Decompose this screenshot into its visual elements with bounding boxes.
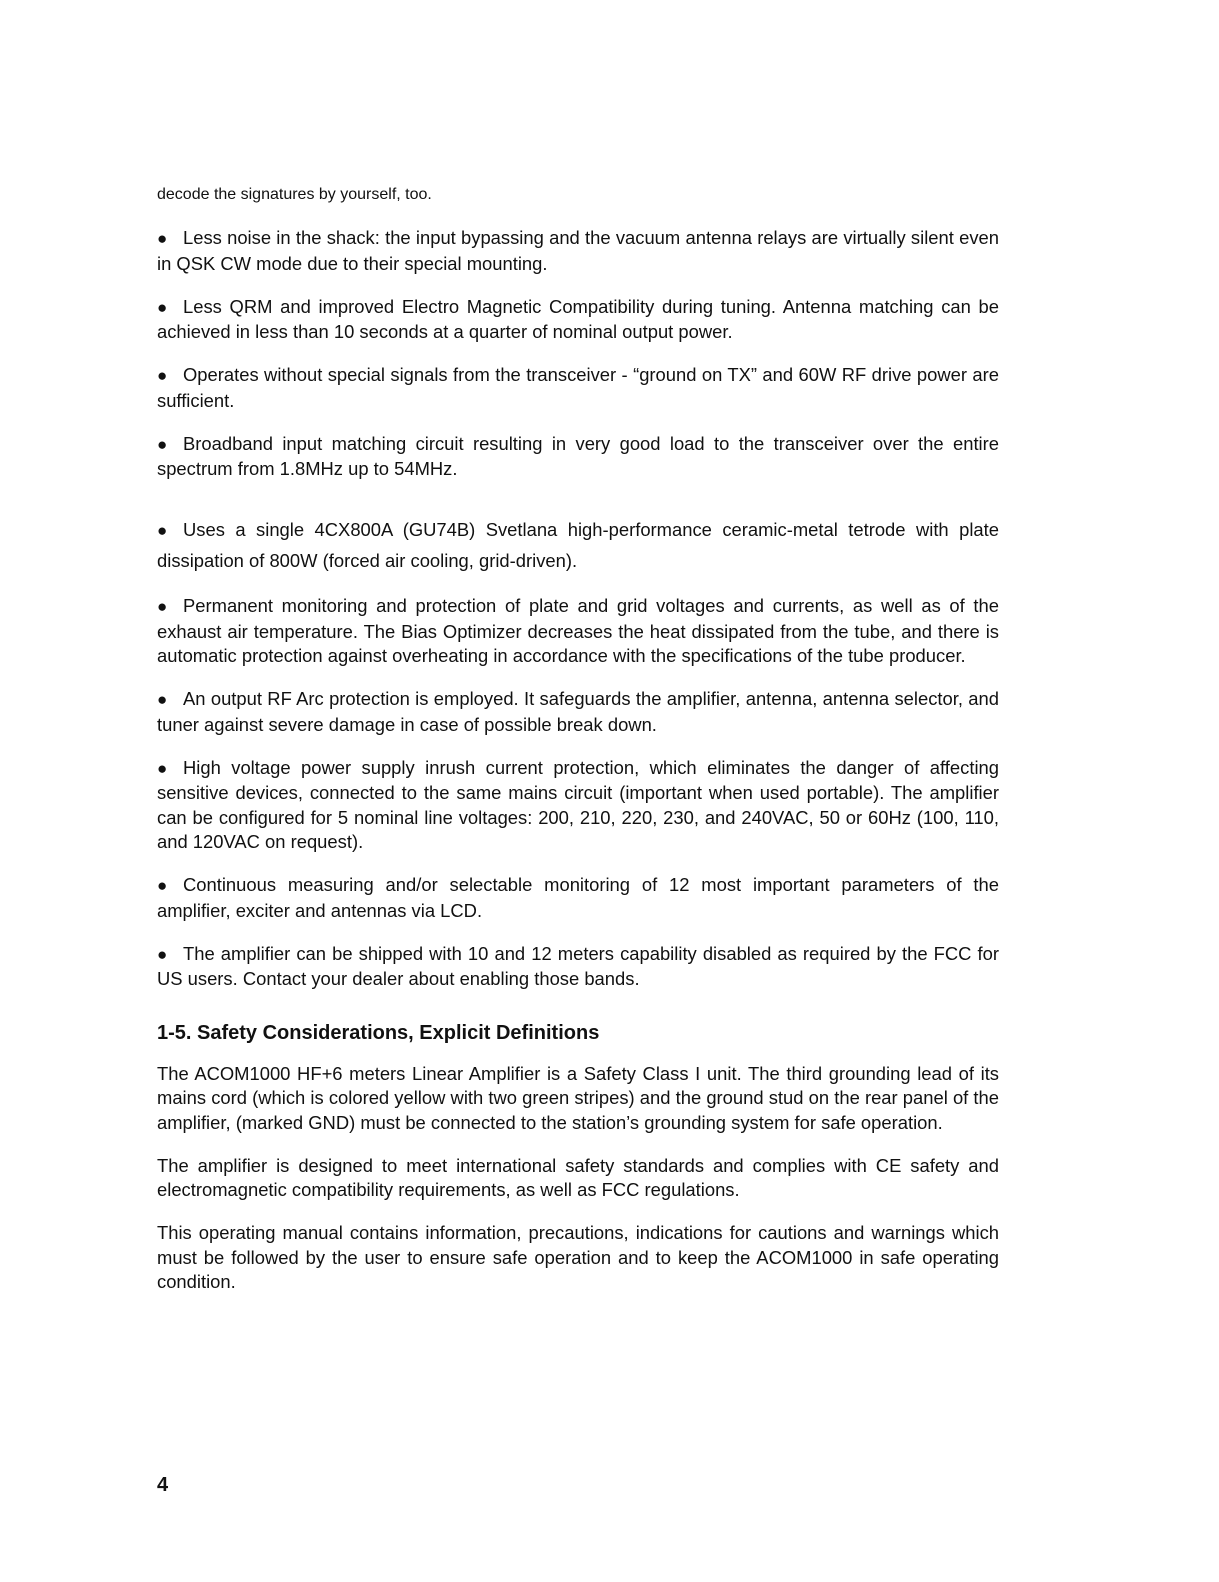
- bullet-marker: ●: [157, 229, 168, 248]
- bullet-text: Uses a single 4CX800A (GU74B) Svetlana high-performance ceramic-metal tetrode with plate dissipation of 800W (forced air cooling, grid-driven).: [157, 518, 999, 571]
- bullet-item: [157, 363, 999, 413]
- bullet-marker: ●: [157, 597, 168, 616]
- main-content: [157, 226, 999, 1313]
- bullet-marker: ●: [157, 434, 168, 454]
- section-paragraph: The amplifier is designed to meet international safety standards and complies with CE safety and electromagnetic compatibility requirements, as well as FCC regulations.: [157, 1154, 999, 1200]
- bullet-item: [157, 432, 999, 482]
- bullet-marker: ●: [157, 366, 168, 385]
- section-paragraph: The ACOM1000 HF+6 meters Linear Amplifier is a Safety Class I unit. The third grounding lead of its mains cord (which is colored yellow with two green stripes) and the ground stud on the rear panel of the amplifier, (marked GND) must be connected to the station’s grounding system for safe operation.: [157, 1062, 999, 1133]
- bullet-item: [157, 687, 999, 737]
- bullet-text: Continuous measuring and/or selectable monitoring of 12 most important parameters of the amplifier, exciter and antennas via LCD.: [157, 874, 999, 921]
- bullet-text: An output RF Arc protection is employed. It safeguards the amplifier, antenna, antenna selector, and tuner against severe damage in case of possible break down.: [157, 688, 999, 735]
- bullet-item: [157, 515, 999, 576]
- bullet-item: [157, 295, 999, 345]
- page-number: 4: [157, 1474, 169, 1496]
- bullet-text: Broadband input matching circuit resulting in very good load to the transceiver over the entire spectrum from 1.8MHz up to 54MHz.: [157, 432, 999, 479]
- bullet-marker: ●: [157, 758, 168, 778]
- bullet-text: High voltage power supply inrush current protection, which eliminates the danger of affecting sensitive devices, connected to the same mains circuit (important when used portable). The amplifier can be configured for 5 nominal line voltages: 200, 210, 220, 230, and 240VAC, 50 or 60Hz (100, 110, and 120VAC on request).: [157, 756, 999, 852]
- bullet-marker: ●: [157, 297, 168, 317]
- bullet-text: The amplifier can be shipped with 10 and 12 meters capability disabled as required by the FCC for US users. Contact your dealer about enabling those bands.: [157, 942, 999, 989]
- section-paragraph: This operating manual contains information, precautions, indications for cautions and warnings which must be followed by the user to ensure safe operation and to keep the ACOM1000 in safe operating condition.: [157, 1222, 999, 1292]
- bullet-marker: ●: [157, 520, 168, 540]
- bullet-text: Less noise in the shack: the input bypassing and the vacuum antenna relays are virtually silent even in QSK CW mode due to their special mounting.: [157, 227, 999, 274]
- bullet-item: [157, 873, 999, 923]
- bullet-item: [157, 942, 999, 992]
- bullet-item: [157, 756, 999, 855]
- bullet-marker: ●: [157, 876, 168, 895]
- bullet-text: Less QRM and improved Electro Magnetic Compatibility during tuning. Antenna matching can be achieved in less than 10 seconds at a quarter of nominal output power.: [157, 295, 999, 342]
- bullet-text: Operates without special signals from the transceiver - “ground on TX” and 60W RF drive power are sufficient.: [157, 364, 999, 411]
- bullet-marker: ●: [157, 944, 168, 964]
- bullet-text: Permanent monitoring and protection of plate and grid voltages and currents, as well as of the exhaust air temperature. The Bias Optimizer decreases the heat dissipated from the tube, and there is automatic protection against overheating in accordance with the specifications of the tube producer.: [157, 595, 999, 666]
- document-page: [157, 0, 999, 1582]
- section-heading: 1-5. Safety Considerations, Explicit Definitions: [157, 1021, 600, 1044]
- bullet-item: [157, 226, 999, 276]
- intro-text: decode the signatures by yourself, too.: [157, 186, 432, 203]
- bullet-marker: ●: [157, 690, 168, 709]
- bullet-item: [157, 594, 999, 669]
